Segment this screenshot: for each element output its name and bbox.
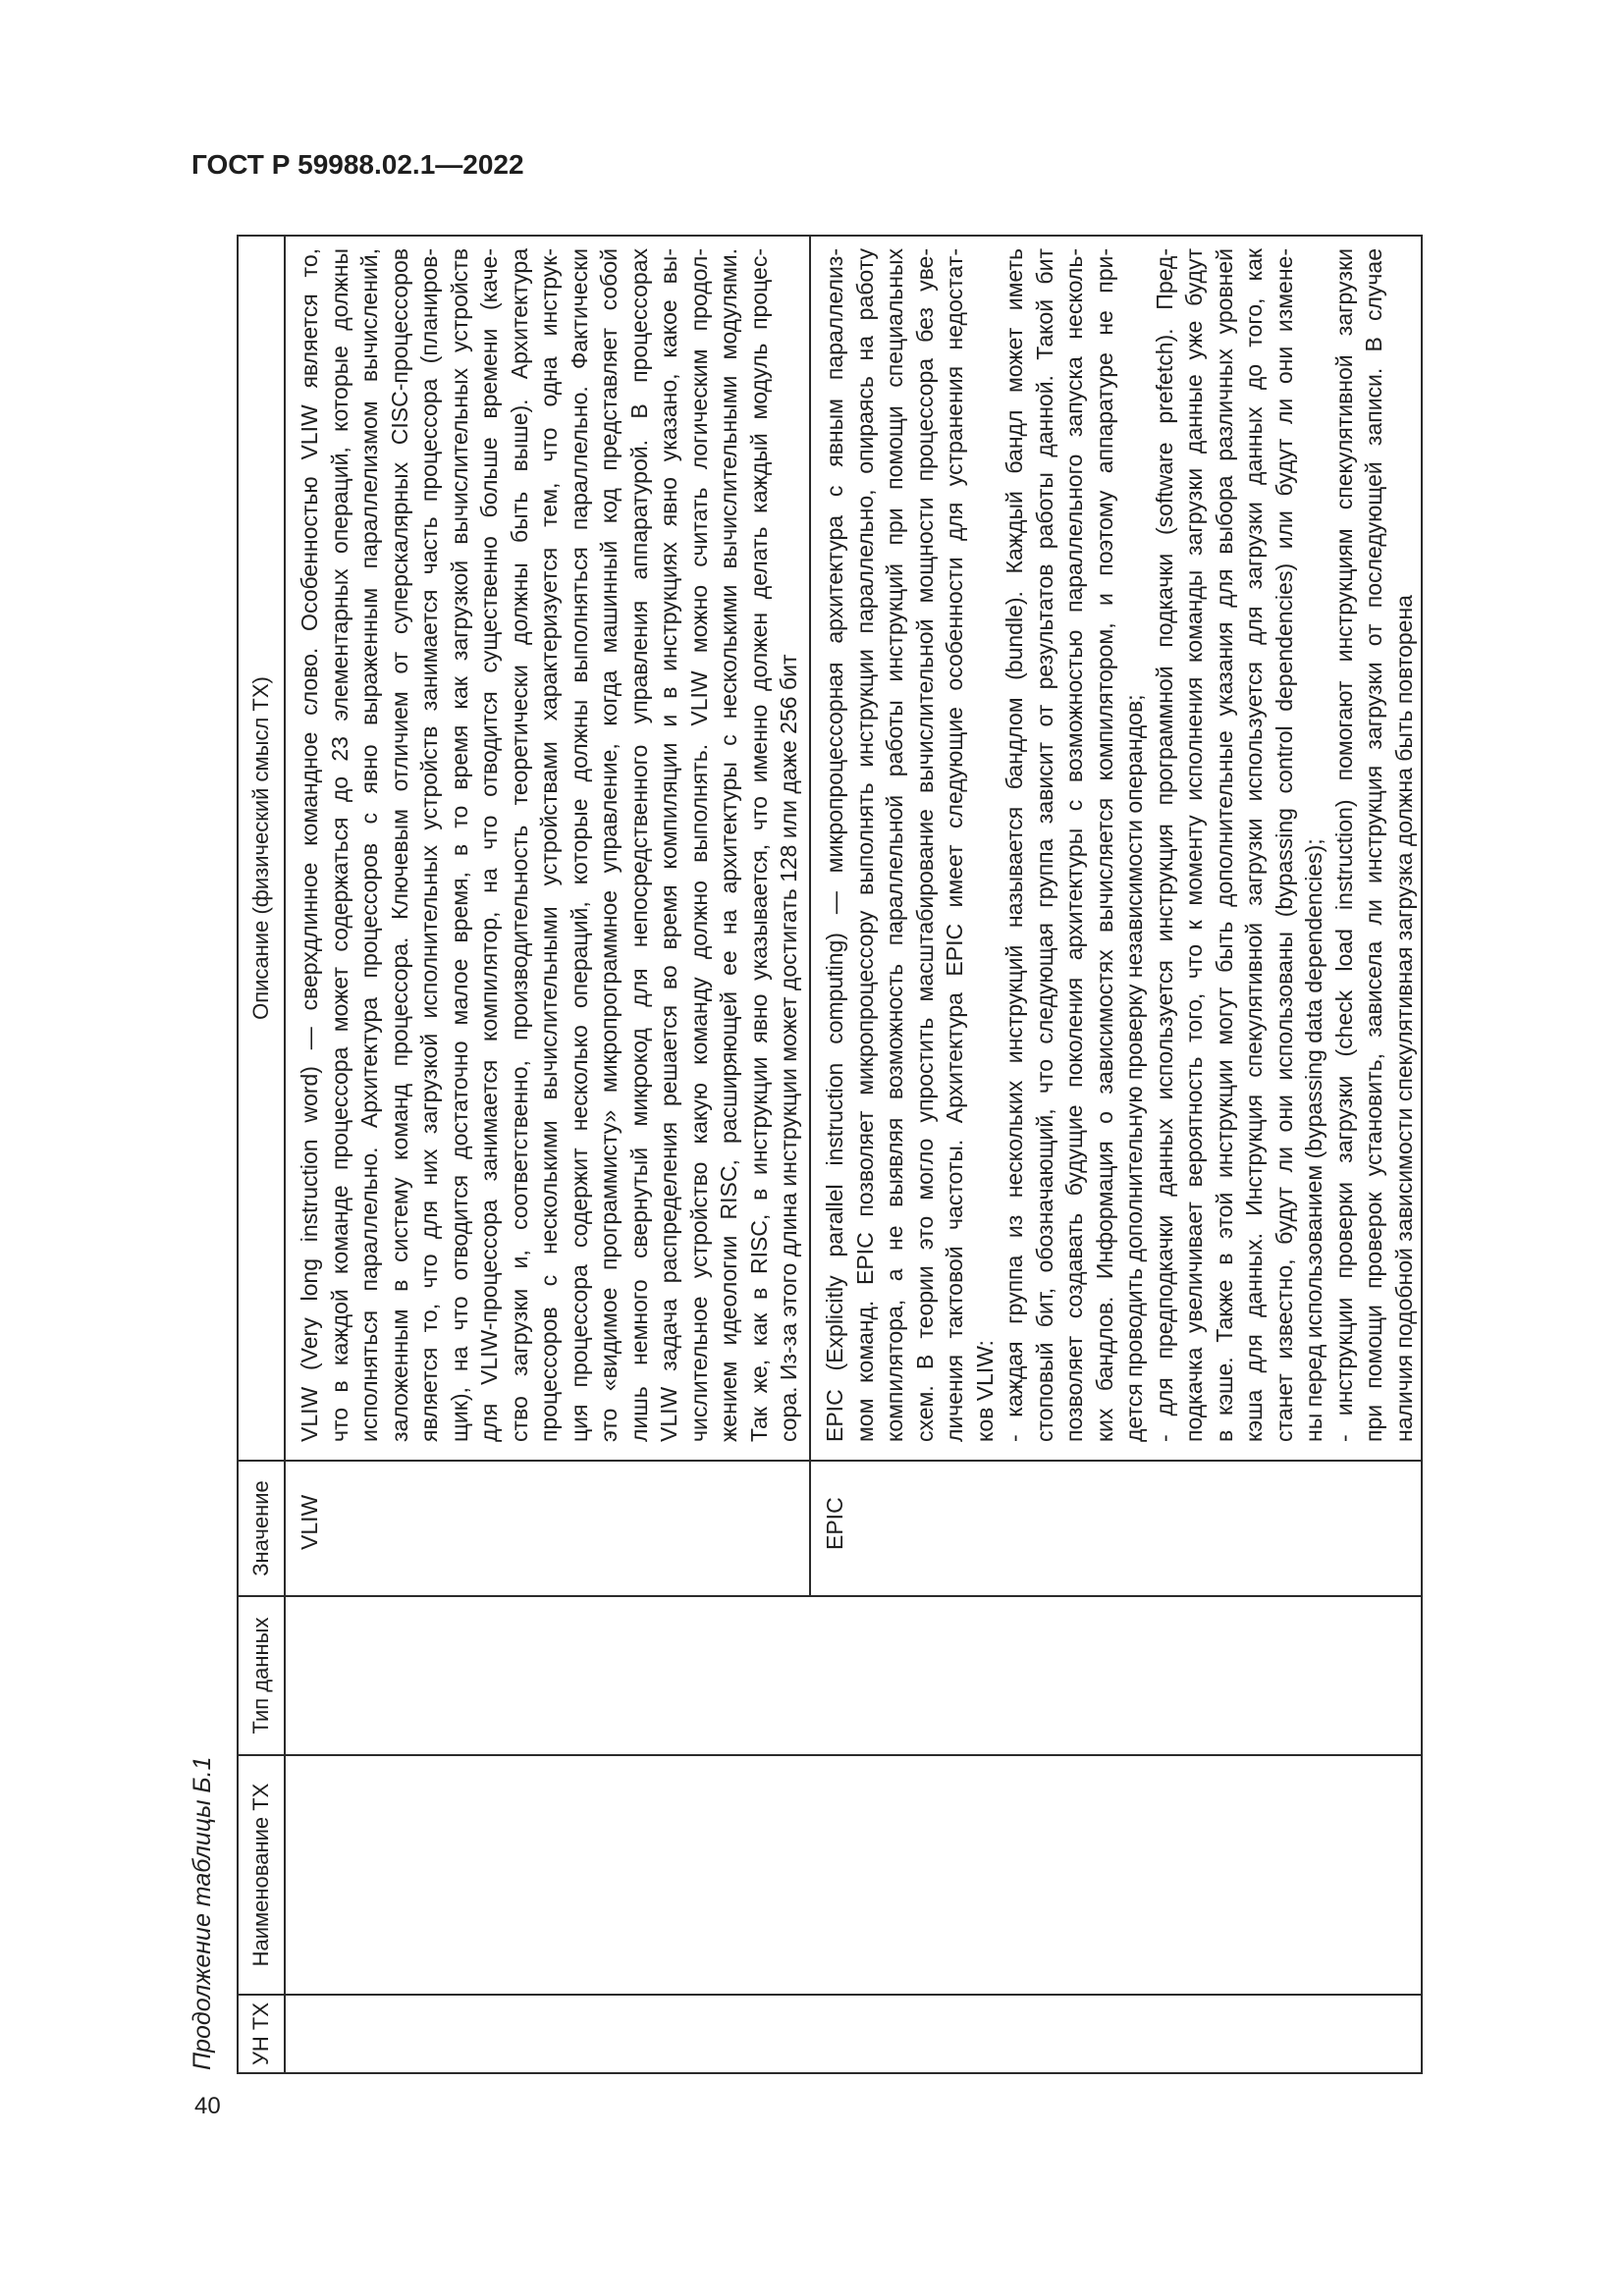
description-line: для VLIW-процессора занимается компилятор, на что отводится существенно больше времени (каче- bbox=[476, 248, 502, 1442]
document-code: ГОСТ Р 59988.02.1—2022 bbox=[191, 149, 524, 180]
header-un-tx: УН ТХ bbox=[238, 1995, 285, 2073]
description-line: мом команд. EPIC позволяет микропроцессору выполнять инструкции параллельно, опираясь на работу bbox=[851, 248, 878, 1442]
description-text bbox=[295, 248, 804, 1442]
cell-value-vliw bbox=[285, 1461, 810, 1596]
value-text: EPIC bbox=[822, 1497, 847, 1550]
description-line: - инструкции проверки загрузки (check load instruction) помогают инструкциям спекулятивной загрузки bbox=[1330, 248, 1357, 1442]
header-value: Значение bbox=[238, 1461, 285, 1596]
page-number: 40 bbox=[194, 2093, 221, 2119]
description-line: исполняться параллельно. Архитектура процессоров с явно выраженным параллелизмом вычислений, bbox=[356, 248, 382, 1442]
characteristics-table bbox=[237, 235, 1423, 2074]
description-text bbox=[820, 248, 1419, 1442]
description-line: сора. Из-за этого длина инструкции может достигать 128 или даже 256 бит bbox=[776, 654, 801, 1442]
cell-value-epic bbox=[810, 1461, 1422, 1596]
header-data-type: Тип данных bbox=[238, 1596, 285, 1755]
header-name-tx: Наименование ТХ bbox=[238, 1755, 285, 1995]
description-line: это «видимое программисту» микропрограммное управление, когда машинный код представляет собой bbox=[596, 248, 622, 1442]
description-line: ков VLIW: bbox=[971, 1340, 998, 1442]
description-line: стоповый бит, обозначающий, что следующая группа зависит от результатов работы данной. Такой бит bbox=[1031, 248, 1057, 1442]
cell-data-type bbox=[285, 1596, 1422, 1755]
value-text: VLIW bbox=[297, 1494, 322, 1550]
description-line: щик), на что отводится достаточно малое время, в то время как загрузкой вычислительных устройств bbox=[446, 248, 472, 1442]
description-line: в кэше. Также в этой инструкции могут быть дополнительные указания для выбора различных уровней bbox=[1211, 248, 1237, 1442]
description-line: при помощи проверок установить, зависела ли инструкция загрузки от последующей записи. В случае bbox=[1361, 248, 1386, 1442]
cell-description-epic bbox=[810, 236, 1422, 1461]
description-line: жением идеологии RISC, расширяющей ее на архитектуры с несколькими вычислительными модулями. bbox=[716, 248, 741, 1442]
description-line: дется проводить дополнительную проверку независимости операндов; bbox=[1121, 694, 1147, 1442]
description-line: позволяет создавать будущие поколения архитектуры с возможностью параллельного запуска несколь- bbox=[1061, 248, 1087, 1442]
description-line: схем. В теории это могло упростить масштабирование вычислительной мощности процессора без уве- bbox=[911, 248, 938, 1442]
header-description: Описание (физический смысл ТХ) bbox=[238, 236, 285, 1461]
table-caption: Продолжение таблицы Б.1 bbox=[189, 1756, 216, 2070]
description-line: EPIC (Explicitly parallel instruction computing) — микропроцессорная архитектура с явным параллелиз- bbox=[822, 248, 847, 1442]
table-row bbox=[285, 236, 810, 2073]
rotated-table-frame bbox=[189, 237, 1421, 2074]
description-line: процессоров с несколькими вычислительными устройствами характеризуется тем, что одна инструк- bbox=[536, 248, 562, 1442]
description-line: подкачка увеличивает вероятность того, что к моменту исполнения команды загрузки данные уже будут bbox=[1181, 248, 1207, 1442]
description-line: VLIW задача распределения решается во время компиляции и в инструкциях явно указано, какое вы- bbox=[656, 248, 681, 1442]
description-line: лишь немного свернутый микрокод для непосредственного управления аппаратурой. В процессорах bbox=[625, 248, 652, 1442]
description-line: - каждая группа из нескольких инструкций называется бандлом (bundle). Каждый бандл может иметь bbox=[1001, 248, 1027, 1442]
description-line: VLIW (Very long instruction word) — сверхдлинное командное слово. Особенностью VLIW является то, bbox=[297, 248, 322, 1442]
description-line: личения тактовой частоты. Архитектура EPIC имеет следующие особенности для устранения недостат- bbox=[942, 248, 967, 1442]
description-line: является то, что для них загрузкой исполнительных устройств занимается часть процессора (планиров- bbox=[416, 248, 442, 1442]
description-line: что в каждой команде процессора может содержаться до 23 элементарных операций, которые должны bbox=[326, 248, 352, 1442]
description-line: Так же, как в RISC, в инструкции явно указывается, что именно должен делать каждый модуль процес- bbox=[745, 248, 772, 1442]
description-line: ких бандлов. Информация о зависимостях вычисляется компилятором, и поэтому аппаратуре не при- bbox=[1091, 248, 1117, 1442]
description-line: компилятора, а не выявляя возможность параллельной работы инструкций при помощи специальных bbox=[882, 248, 907, 1442]
cell-name-tx bbox=[285, 1755, 1422, 1995]
cell-description-vliw bbox=[285, 236, 810, 1461]
description-line: станет известно, будут ли они использованы (bypassing control dependencies) или будут ли они измене- bbox=[1271, 248, 1297, 1442]
description-line: - для предподкачки данных используется инструкция программной подкачки (software prefetch). Пред- bbox=[1151, 248, 1177, 1442]
description-line: ция процессора содержит несколько операций, которые должны выполняться параллельно. Фактически bbox=[566, 248, 592, 1442]
description-line: ство загрузки и, соответственно, производительность теоретически должны быть выше). Архитектура bbox=[506, 248, 532, 1442]
description-line: заложенным в систему команд процессора. Ключевым отличием от суперскалярных CISC-процессоров bbox=[386, 248, 412, 1442]
cell-un-tx bbox=[285, 1995, 1422, 2073]
description-line: наличия подобной зависимости спекулятивная загрузка должна быть повторена bbox=[1390, 595, 1417, 1442]
description-line: кэша для данных. Инструкция спекулятивной загрузки используется для загрузки данных до того, как bbox=[1241, 248, 1267, 1442]
description-line: ны перед использованием (bypassing data dependencies); bbox=[1301, 838, 1326, 1442]
description-line: числительное устройство какую команду должно выполнять. VLIW можно считать логическим продол- bbox=[685, 248, 712, 1442]
table-header-row bbox=[238, 236, 285, 2073]
